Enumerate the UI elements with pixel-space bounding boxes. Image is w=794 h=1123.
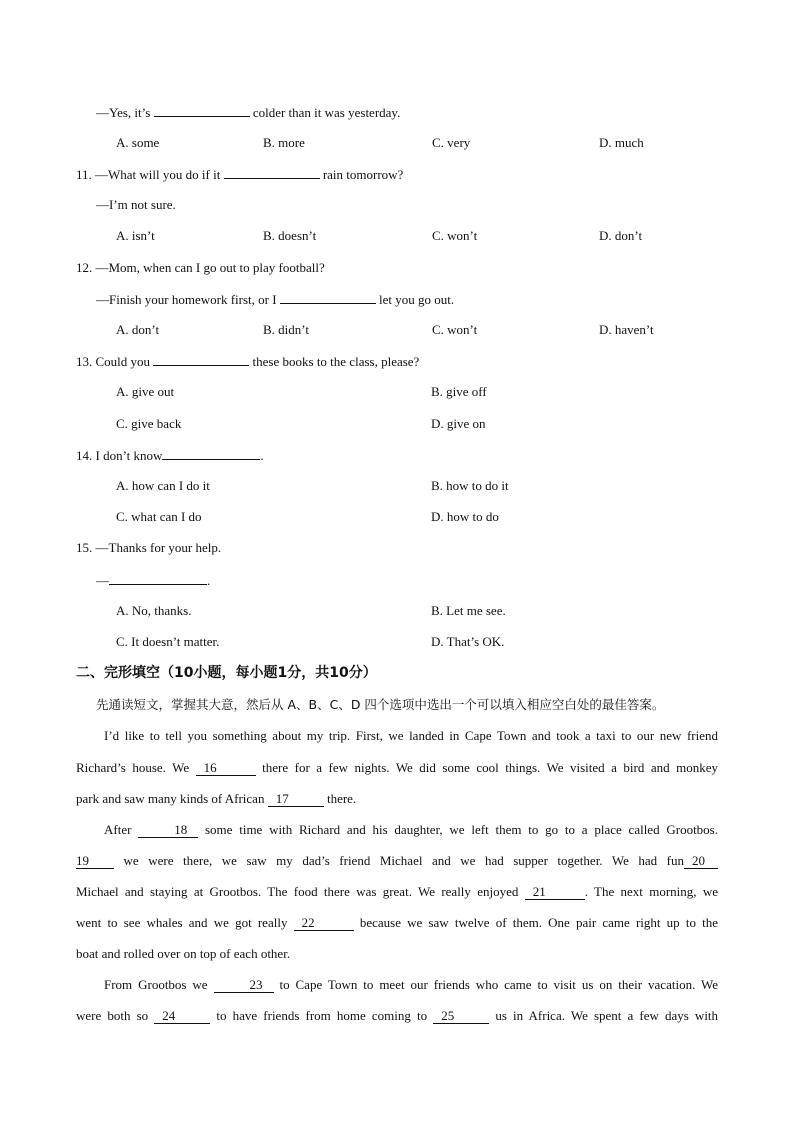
passage-p1-line3 — [76, 791, 718, 807]
q12-reply — [96, 291, 718, 308]
passage-text: went to see whales and we got really — [76, 915, 288, 930]
answer-blank[interactable] — [109, 572, 207, 585]
passage-p2-line4 — [76, 915, 718, 931]
q14-line-post: . — [260, 448, 264, 463]
q15-line — [76, 540, 718, 556]
passage-text: there for a few nights. We did some cool things. We visited a bird and monkey — [262, 760, 719, 775]
option-a[interactable]: A. some — [116, 135, 160, 150]
q11-line-post: rain tomorrow? — [322, 167, 404, 182]
cloze-blank-23[interactable]: 23 — [214, 978, 274, 993]
option-c[interactable]: C. give back — [116, 416, 182, 431]
passage-p3-line1 — [76, 977, 718, 993]
option-d[interactable]: D. haven’t — [599, 322, 654, 337]
q13-line-pre: 13. Could you — [76, 354, 151, 369]
q12-reply-post: let you go out. — [379, 292, 455, 307]
passage-text: were both so — [76, 1008, 149, 1023]
cloze-blank-24[interactable]: 24 — [154, 1009, 210, 1024]
option-b[interactable]: B. give off — [431, 384, 487, 399]
q12-line-pre: 12. —Mom, when can I go out to play football? — [76, 260, 325, 275]
section-instruction: 先通读短文，掌握其大意，然后从 A、B、C、D 四个选项中选出一个可以填入相应空白处的最佳答案。 — [96, 697, 665, 712]
q11-reply-text: —I’m not sure. — [96, 197, 176, 212]
cloze-blank-25[interactable]: 25 — [433, 1009, 489, 1024]
passage-p1-line2 — [76, 760, 718, 776]
option-b[interactable]: B. more — [263, 135, 305, 150]
passage-text: Richard’s house. We — [76, 760, 190, 775]
option-c[interactable]: C. very — [432, 135, 471, 150]
option-a[interactable]: A. how can I do it — [116, 478, 210, 493]
option-c[interactable]: C. won’t — [432, 322, 478, 337]
cloze-blank-20[interactable]: 20 — [684, 854, 718, 869]
q11-reply — [96, 197, 718, 213]
option-a[interactable]: A. don’t — [116, 322, 160, 337]
q11-line-pre: 11. —What will you do if it — [76, 167, 221, 182]
passage-text: to have friends from home coming to — [216, 1008, 428, 1023]
option-d[interactable]: D. That’s OK. — [431, 634, 505, 649]
option-b[interactable]: B. doesn’t — [263, 228, 317, 243]
cloze-blank-22[interactable]: 22 — [294, 916, 354, 931]
option-d[interactable]: D. much — [599, 135, 644, 150]
cloze-blank-21[interactable]: 21 — [525, 885, 585, 900]
q14-line-pre: 14. I don’t know — [76, 448, 163, 463]
answer-blank[interactable] — [153, 353, 249, 366]
option-a[interactable]: A. isn’t — [116, 228, 155, 243]
passage-text: I’d like to tell you something about my trip. First, we landed in Cape Town and took a taxi to our new friend — [104, 728, 718, 743]
q13-line — [76, 353, 718, 370]
passage-text: . The next morning, we — [584, 884, 718, 899]
q15-reply — [96, 572, 718, 589]
section-heading: 二、完形填空（10小题，每小题1分，共10分） — [76, 665, 377, 681]
q10-line-pre: —Yes, it’s — [96, 105, 151, 120]
answer-blank[interactable] — [162, 447, 260, 460]
option-a[interactable]: A. give out — [116, 384, 175, 399]
passage-text: Michael and staying at Grootbos. The food there was great. We really enjoyed — [76, 884, 519, 899]
q15-reply-pre: — — [96, 573, 109, 588]
answer-blank[interactable] — [154, 104, 250, 117]
passage-text: there. — [326, 791, 357, 806]
q12-line — [76, 260, 718, 276]
passage-text: because we saw twelve of them. One pair came right up to the — [359, 915, 719, 930]
option-b[interactable]: B. didn’t — [263, 322, 309, 337]
passage-p3-line2 — [76, 1008, 718, 1024]
answer-blank[interactable] — [224, 166, 320, 179]
option-b[interactable]: B. Let me see. — [431, 603, 506, 618]
passage-text: some time with Richard and his daughter, we left them to go to a place called Grootbos. — [205, 822, 718, 837]
q14-line — [76, 447, 718, 464]
cloze-blank-18[interactable]: 18 — [138, 823, 198, 838]
option-c[interactable]: C. won’t — [432, 228, 478, 243]
passage-text: From Grootbos we — [104, 977, 208, 992]
passage-text: boat and rolled over on top of each other. — [76, 946, 291, 961]
passage-p1-line1 — [76, 728, 718, 744]
cloze-blank-19[interactable]: 19 — [76, 854, 114, 869]
q10-line-post: colder than it was yesterday. — [252, 105, 401, 120]
option-d[interactable]: D. give on — [431, 416, 486, 431]
passage-text: we were there, we saw my dad’s friend Michael and we had supper together. We had fun — [123, 853, 684, 868]
option-b[interactable]: B. how to do it — [431, 478, 509, 493]
q10-line — [96, 104, 718, 121]
passage-text: us in Africa. We spent a few days with — [495, 1008, 719, 1023]
option-c[interactable]: C. what can I do — [116, 509, 202, 524]
passage-p2-line3 — [76, 884, 718, 900]
option-d[interactable]: D. how to do — [431, 509, 499, 524]
option-c[interactable]: C. It doesn’t matter. — [116, 634, 220, 649]
option-a[interactable]: A. No, thanks. — [116, 603, 192, 618]
q12-reply-pre: —Finish your homework first, or I — [96, 292, 277, 307]
q11-line — [76, 166, 718, 183]
passage-text: to Cape Town to meet our friends who came to visit us on their vacation. We — [279, 977, 719, 992]
passage-text: park and saw many kinds of African — [76, 791, 265, 806]
q15-line-pre: 15. —Thanks for your help. — [76, 540, 222, 555]
answer-blank[interactable] — [280, 291, 376, 304]
q13-line-post: these books to the class, please? — [252, 354, 420, 369]
passage-p2-line2 — [76, 853, 718, 869]
q15-reply-post: . — [207, 573, 211, 588]
cloze-blank-16[interactable]: 16 — [196, 761, 256, 776]
option-d[interactable]: D. don’t — [599, 228, 643, 243]
cloze-blank-17[interactable]: 17 — [268, 792, 324, 807]
passage-p2-line1 — [76, 822, 718, 838]
passage-p2-line5 — [76, 946, 718, 962]
passage-text: After — [104, 822, 132, 837]
